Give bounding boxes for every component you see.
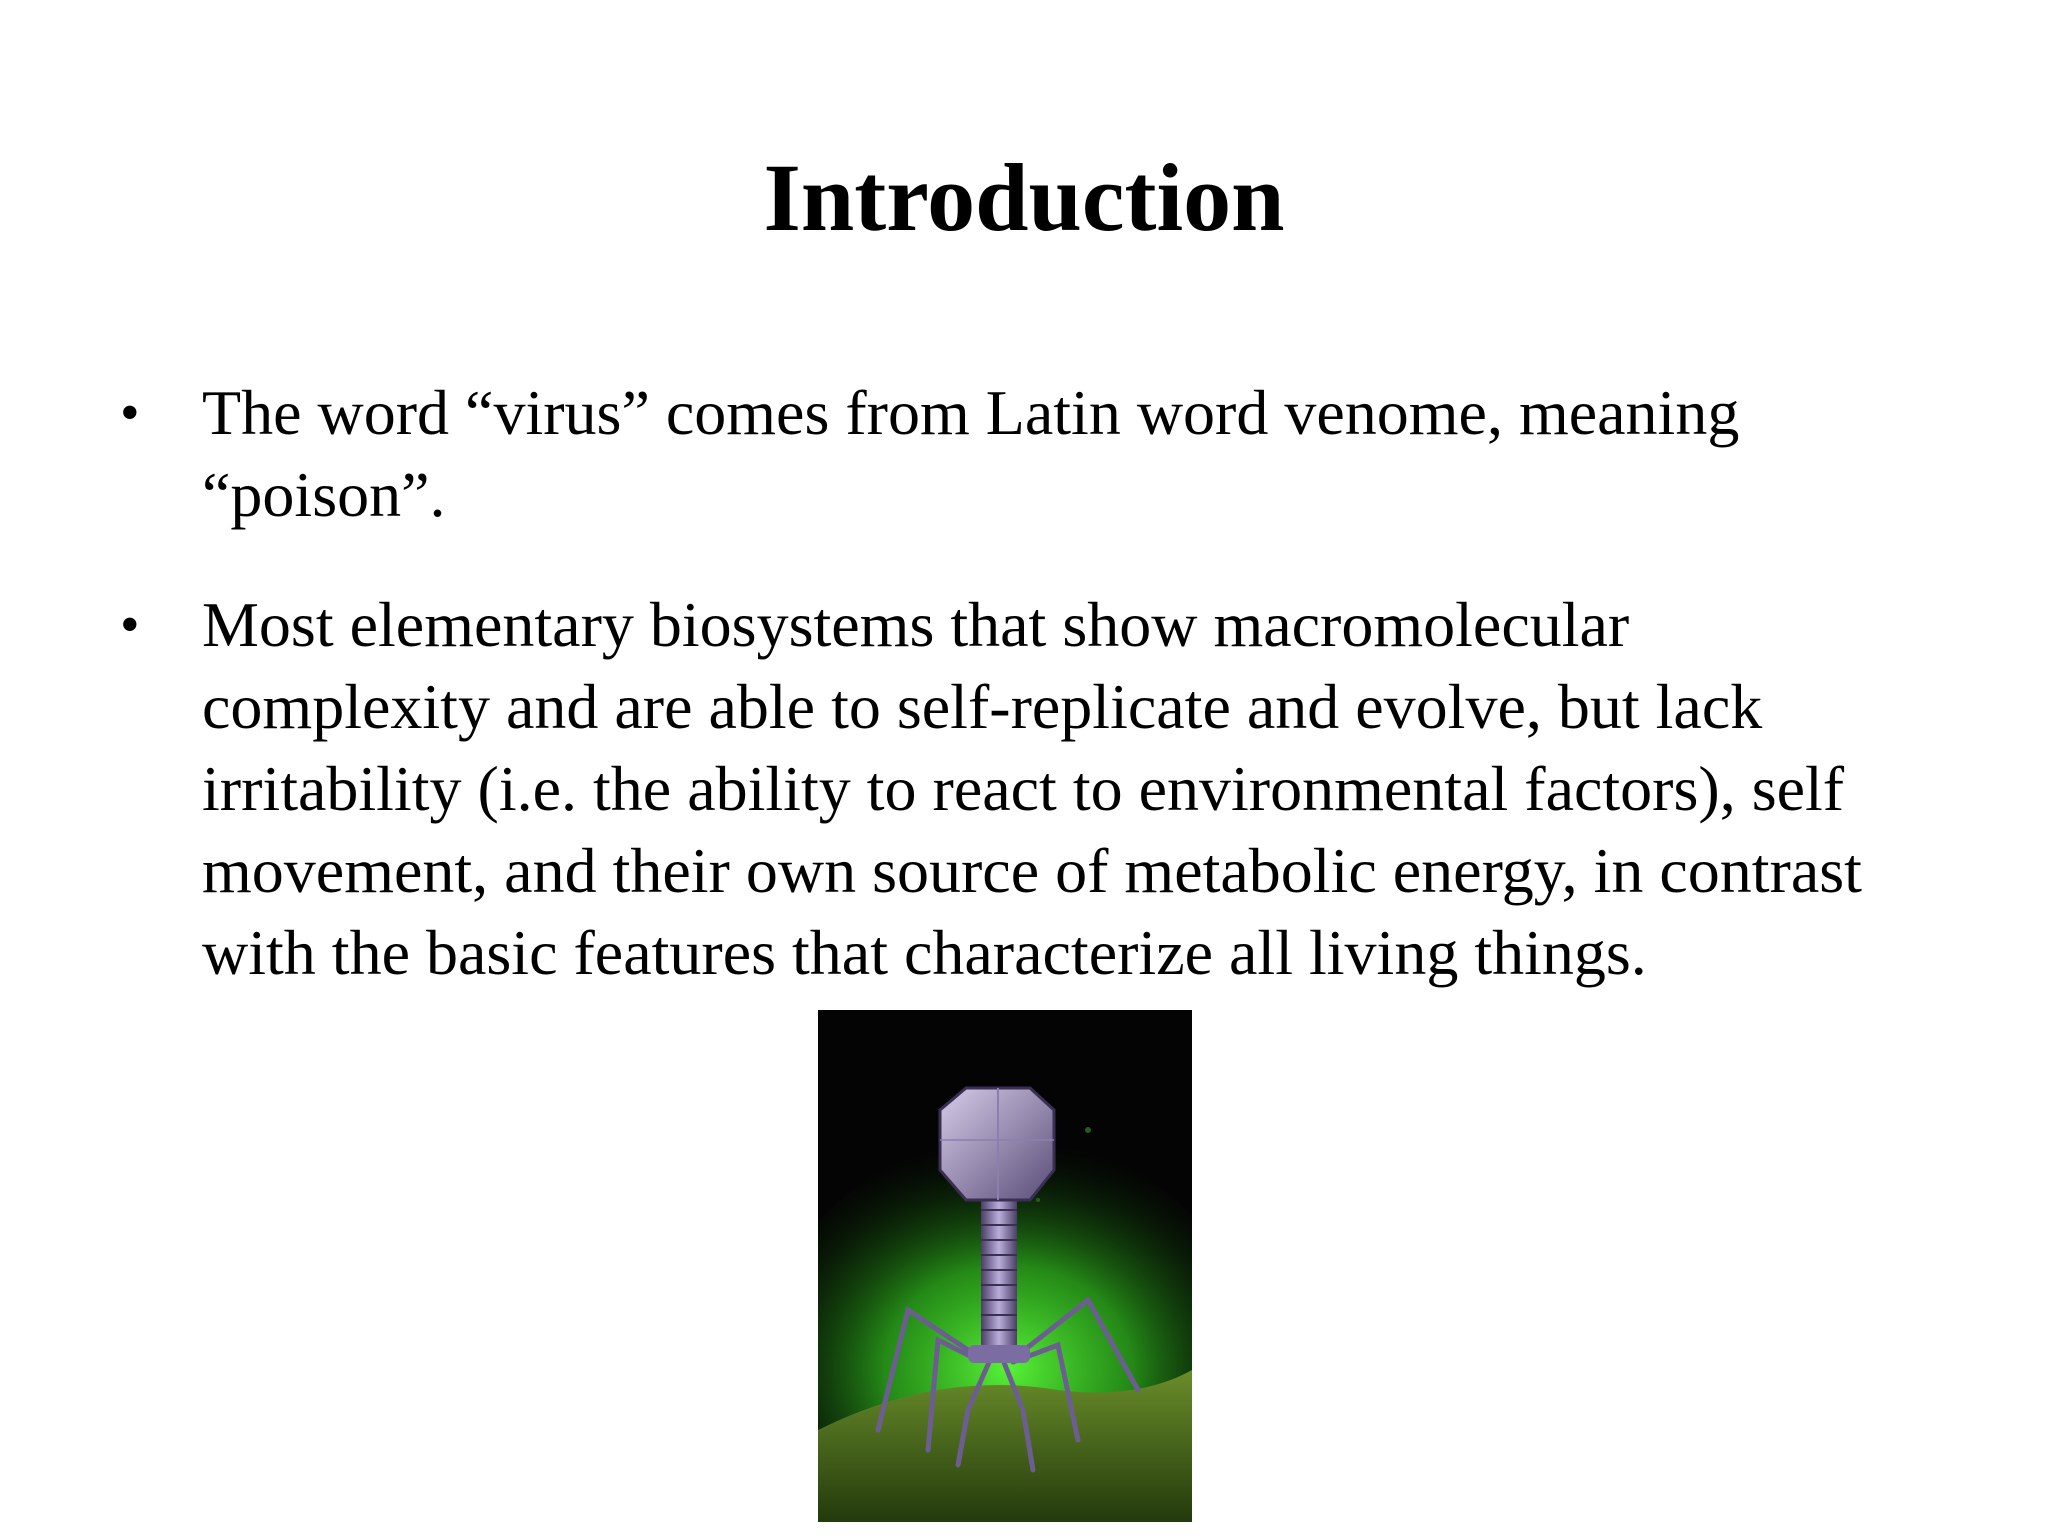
slide-title: Introduction xyxy=(763,144,1285,251)
bullet-text: Most elementary biosystems that show macromolecular complexity and are able to self-replicate and evolve, but lack irritability (i.e. the ability to react to environmental factors), self movement, and their own source of metabolic energy, in contrast with the basic features that characterize all living things. xyxy=(202,589,1862,988)
bacteriophage-image xyxy=(818,1010,1192,1522)
bacteriophage-icon xyxy=(818,1010,1192,1522)
bullet-item xyxy=(120,372,1900,536)
bullet-marker: • xyxy=(120,594,140,656)
bullet-marker: • xyxy=(120,382,140,444)
bullet-text: The word “virus” comes from Latin word venome, meaning “poison”. xyxy=(202,377,1740,530)
bullet-item xyxy=(120,584,1900,994)
bullet-list xyxy=(120,372,1900,1042)
